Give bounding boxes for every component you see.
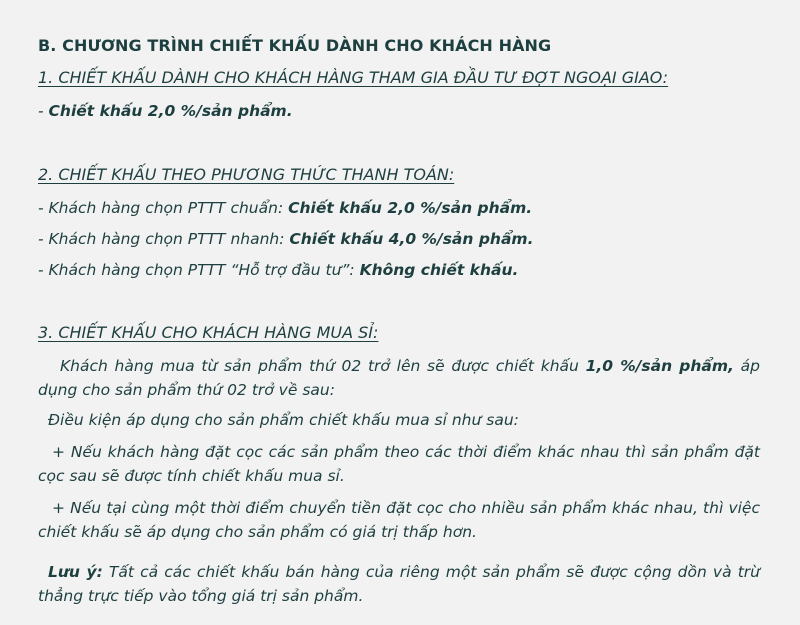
- section3-condition: Điều kiện áp dụng cho sản phẩm chiết khấu mua sỉ như sau:: [48, 411, 519, 429]
- section1-title: 1. CHIẾT KHẤU DÀNH CHO KHÁCH HÀNG THAM GIA ĐẦU TƯ ĐỢT NGOẠI GIAO:: [38, 68, 669, 87]
- section3-intro: [38, 354, 760, 402]
- section2-title: 2. CHIẾT KHẤU THEO PHƯƠNG THỨC THANH TOÁN:: [38, 165, 455, 184]
- section2-item-support: [38, 261, 518, 279]
- program-heading: B. CHƯƠNG TRÌNH CHIẾT KHẤU DÀNH CHO KHÁCH HÀNG: [38, 36, 552, 55]
- section2-item-standard: [38, 199, 532, 217]
- section2-item-text: - Khách hàng chọn PTTT chuẩn:: [38, 199, 289, 217]
- section2-item-text: - Khách hàng chọn PTTT nhanh:: [38, 230, 290, 248]
- section2-item-bold: Không chiết khấu.: [359, 261, 519, 279]
- note-text: Tất cả các chiết khấu bán hàng của riêng một sản phẩm sẽ được cộng dồn và trừ thẳng trực tiếp vào tổng giá trị sản phẩm.: [38, 563, 760, 605]
- section2-item-bold: Chiết khấu 4,0 %/sản phẩm.: [289, 230, 534, 248]
- section2-item-text: - Khách hàng chọn PTTT “Hỗ trợ đầu tư”:: [38, 261, 360, 279]
- section2-item-fast: [38, 230, 533, 248]
- section2-item-bold: Chiết khấu 2,0 %/sản phẩm.: [288, 199, 533, 217]
- section3-intro-post: áp dụng cho sản phẩm thứ 02 trở về sau:: [38, 357, 760, 399]
- section3-title: 3. CHIẾT KHẤU CHO KHÁCH HÀNG MUA SỈ:: [38, 323, 379, 342]
- section1-item: [38, 102, 293, 120]
- section3-bullet-1: + Nếu khách hàng đặt cọc các sản phẩm theo các thời điểm khác nhau thì sản phẩm đặt cọc sau sẽ được tính chiết khấu mua sỉ.: [38, 443, 760, 485]
- section3-bullet-2: + Nếu tại cùng một thời điểm chuyển tiền đặt cọc cho nhiều sản phẩm khác nhau, thì việc chiết khấu sẽ áp dụng cho sản phẩm có giá trị thấp hơn.: [38, 499, 760, 541]
- note-label: Lưu ý:: [48, 563, 103, 581]
- note-paragraph: [38, 560, 760, 608]
- section3-intro-pre: Khách hàng mua từ sản phẩm thứ 02 trở lên sẽ được chiết khấu: [60, 357, 586, 375]
- section3-intro-bold: 1,0 %/sản phẩm,: [585, 357, 734, 375]
- section1-item-prefix: -: [38, 102, 49, 120]
- section1-item-bold: Chiết khấu 2,0 %/sản phẩm.: [48, 102, 293, 120]
